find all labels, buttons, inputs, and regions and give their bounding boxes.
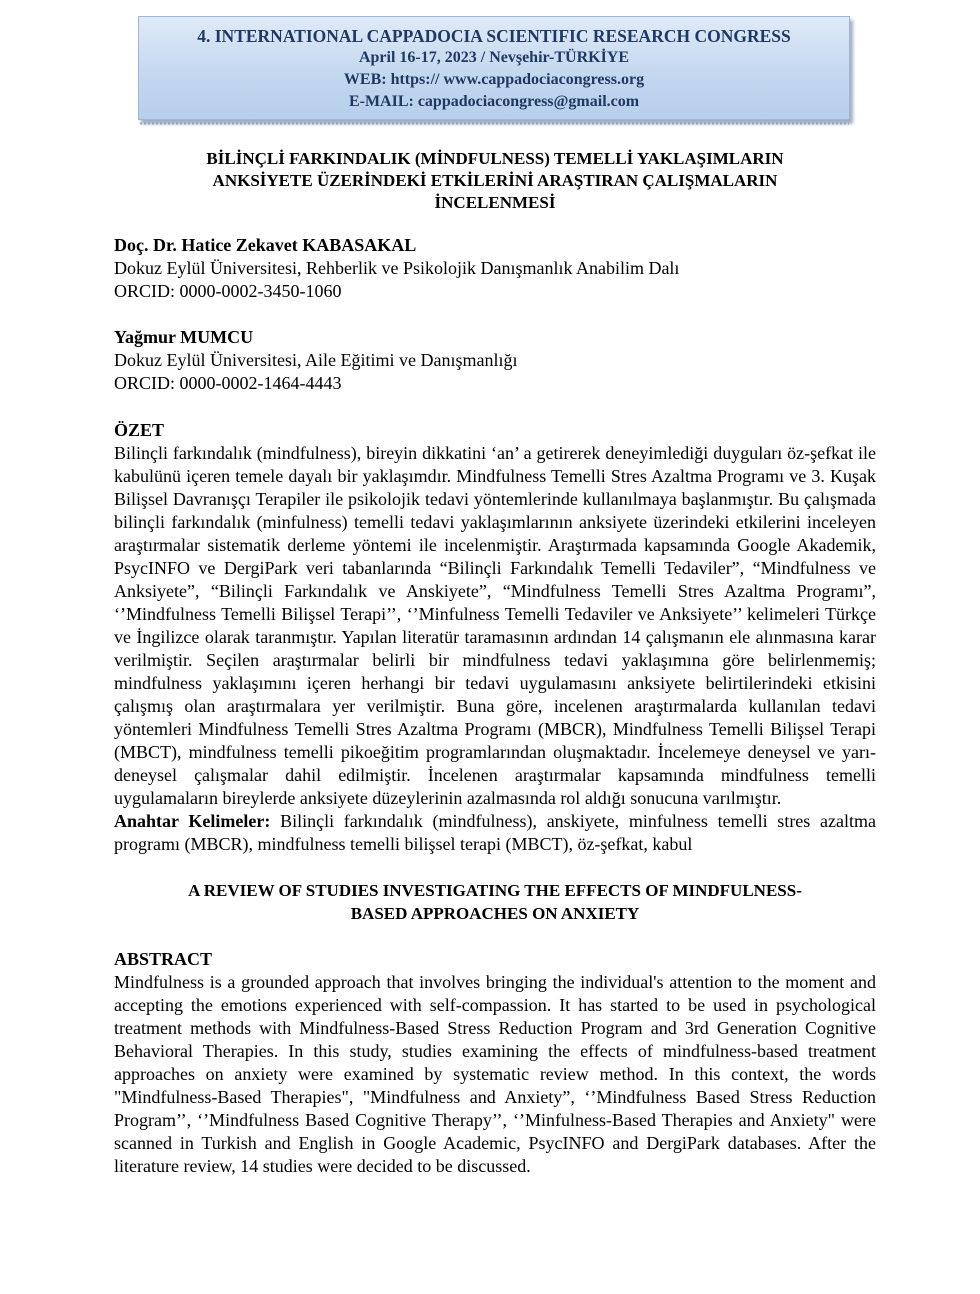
ozet-section (114, 419, 876, 856)
paper-body (114, 148, 876, 1178)
abstract-section (114, 948, 876, 1178)
ozet-heading: ÖZET (114, 420, 165, 440)
ozet-body: Bilinçli farkındalık (mindfulness), bireyin dikkatini ‘an’ a getirerek deneyimlediği duyguları öz-şefkat ile kabulünü içeren temele dayalı bir yaklaşımdır. Mindfulness Temelli Stres Azaltma Programı ve 3. Kuşak Bilişsel Davranışçı Terapiler ile psikolojik tedavi yöntemlerinde kullanılmaya başlanmıştır. Bu çalışmada bilinçli farkındalık (minfulness) temelli tedavi yaklaşımlarının anksiyete üzerindeki etkilerini inceleyen araştırmalar sistematik derleme yöntemi ile incelenmiştir. Araştırmada kapsamında Google Akademik, PsycINFO ve DergiPark veri tabanlarında “Bilinçli Farkındalık Temelli Tedaviler”, “Mindfulness ve Anksiyete”, “Bilinçli Farkındalık ve Anskiyete”, “Mindfulness Temelli Stres Azaltma Programı”, ‘’Mindfulness Temelli Bilişsel Terapi’’, ‘’Minfulness Temelli Tedaviler ve Anksiyete’’ kelimeleri Türkçe ve İngilizce olarak taranmıştır. Yapılan literatür taramasının ardından 14 çalışmanın ele alınmasına karar verilmiştir. Seçilen araştırmalar belirli bir mindfulness tedavi yaklaşımına göre belirlenmemiş; mindfulness yaklaşımını içeren herhangi bir tedavi uygulamasını anksiyete belirtilerindeki etkisini çalışmış olan araştırmalara yer verilmiştir. Buna göre, incelenen araştırmalarda kullanılan tedavi yöntemleri Mindfulness Temelli Stres Azaltma Programı (MBCR), Mindfulness Temelli Bilişsel Terapi (MBCT), mindfulness temelli pikoeğitim programlarından oluşmaktadır. İncelemeye deneysel ve yarı-deneysel çalışmalar dahil edilmiştir. İncelenen araştırmalar kapsamında mindfulness temelli uygulamaların bireylerde anksiyete düzeylerinin azalmasında rol aldığı sonucuna varılmıştır. (114, 443, 876, 808)
english-title-line-2: BASED APPROACHES ON ANXIETY (350, 904, 640, 923)
author-orcid: ORCID: 0000-0002-3450-1060 (114, 281, 342, 301)
paper-title-line-1: BİLİNÇLİ FARKINDALIK (MİNDFULNESS) TEMELLİ YAKLAŞIMLARIN (206, 149, 784, 168)
keywords-text: Bilinçli farkındalık (mindfulness), anskiyete, minfulness temelli stres azaltma programı (MBCR), mindfulness temelli bilişsel terapi (MBCT), öz-şefkat, kabul (114, 811, 876, 854)
congress-banner (138, 16, 850, 120)
congress-web: WEB: https:// www.cappadociacongress.org (343, 71, 645, 88)
congress-email: E-MAIL: cappadociacongress@gmail.com (348, 93, 640, 110)
abstract-heading: ABSTRACT (114, 949, 213, 969)
ozet-keywords (114, 810, 876, 856)
english-title-line-1: A REVIEW OF STUDIES INVESTIGATING THE EFFECTS OF MINDFULNESS- (188, 881, 802, 900)
paper-title-line-3: İNCELENMESİ (434, 193, 556, 212)
author-name: Doç. Dr. Hatice Zekavet KABASAKAL (114, 235, 417, 255)
author-name: Yağmur MUMCU (114, 327, 254, 347)
paper-title-line-2: ANKSİYETE ÜZERİNDEKİ ETKİLERİNİ ARAŞTIRAN ÇALIŞMALARIN (212, 171, 778, 190)
author-block-1 (114, 234, 876, 303)
abstract-body: Mindfulness is a grounded approach that involves bringing the individual's attention to the moment and accepting the emotions experienced with self-compassion. It has started to be used in psychological treatment methods with Mindfulness-Based Stress Reduction Program and 3rd Generation Cognitive Behavioral Therapies. In this study, studies examining the effects of mindfulness-based treatment approaches on anxiety were examined by systematic review method. In this context, the words "Mindfulness-Based Therapies", "Mindfulness and Anxiety”, ‘’Mindfulness Based Stress Reduction Program’’, ‘’Mindfulness Based Cognitive Therapy’’, ‘’Minfulness-Based Therapies and Anxiety" were scanned in Turkish and English in Google Academic, PsycINFO and DergiPark databases. After the literature review, 14 studies were decided to be discussed. (114, 972, 876, 1176)
banner-dotted-edge (139, 122, 849, 125)
keywords-label: Anahtar Kelimeler: (114, 811, 271, 831)
author-block-2 (114, 326, 876, 395)
author-orcid: ORCID: 0000-0002-1464-4443 (114, 373, 342, 393)
paper-title (134, 148, 856, 214)
author-affiliation: Dokuz Eylül Üniversitesi, Aile Eğitimi ve Danışmanlığı (114, 350, 518, 370)
author-affiliation: Dokuz Eylül Üniversitesi, Rehberlik ve Psikolojik Danışmanlık Anabilim Dalı (114, 258, 680, 278)
congress-name: 4. INTERNATIONAL CAPPADOCIA SCIENTIFIC RESEARCH CONGRESS (197, 26, 791, 46)
congress-date-location: April 16-17, 2023 / Nevşehir-TÜRKİYE (358, 49, 630, 66)
english-title (114, 879, 876, 925)
